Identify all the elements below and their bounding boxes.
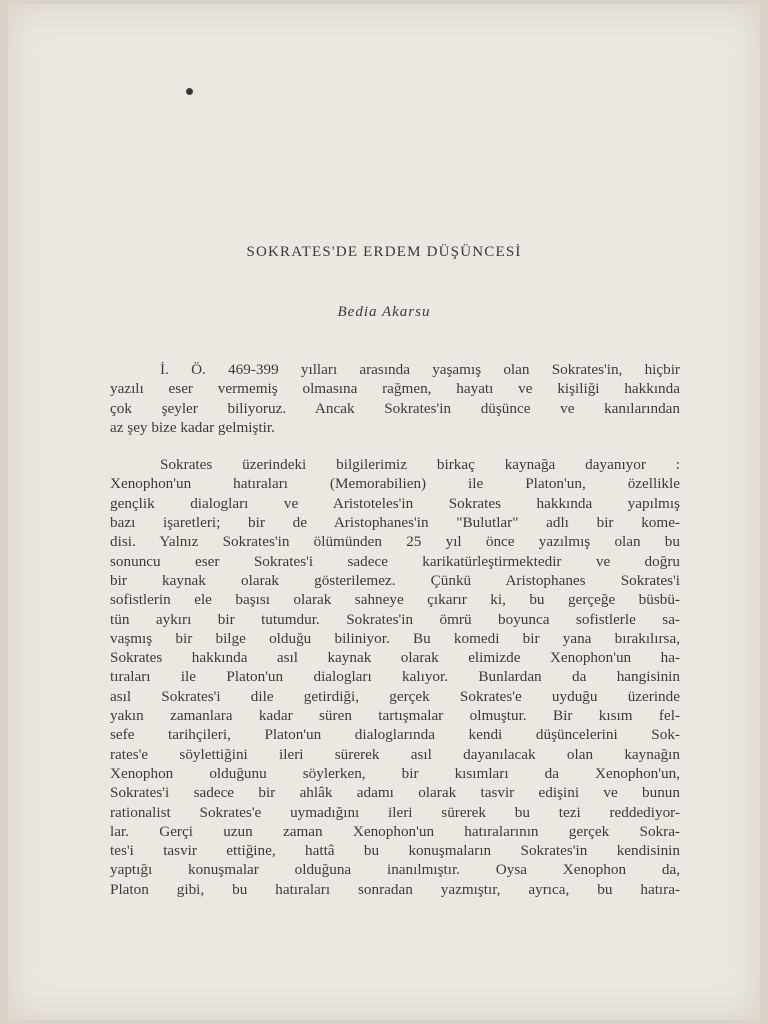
- text-line: Sokrates hakkında asıl kaynak olarak elimizde Xenophon'un ha-: [110, 649, 680, 667]
- text-line: rationalist Sokrates'e uymadığını ileri sürerek bu tezi reddediyor-: [110, 803, 680, 821]
- text-line: sonuncu eser Sokrates'i sadece karikatürleştirmektedir ve doğru: [110, 552, 680, 570]
- text-line: asıl Sokrates'i dile getirdiği, gerçek Sokrates'e uyduğu üzerinde: [110, 687, 680, 705]
- text-line: bazı işaretleri; bir de Aristophanes'in "Bulutlar" adlı bir kome-: [110, 514, 680, 532]
- text-line: Sokrates'i sadece bir ahlâk adamı olarak tasvir edişini ve bunun: [110, 784, 680, 802]
- text-line: tes'i tasvir ettiğine, hattâ bu konuşmaların Sokrates'in kendisinin: [110, 842, 680, 860]
- text-line: tün aykırı bir tutumdur. Sokrates'in ömrü boyunca sofistlerle sa-: [110, 610, 680, 628]
- paragraph-2: [110, 455, 680, 899]
- text-line: yazılı eser vermemiş olmasına rağmen, hayatı ve kişiliği hakkında: [110, 380, 680, 398]
- article-author: Bedia Akarsu: [337, 304, 431, 320]
- text-line: yakın zamanlara kadar süren tartışmalar olmuştur. Bir kısım fel-: [110, 707, 680, 725]
- text-line: İ. Ö. 469-399 yılları arasında yaşamış olan Sokrates'in, hiçbir: [160, 361, 680, 378]
- ink-speck: [186, 88, 193, 95]
- text-line: gençlik dialogları ve Aristoteles'in Sokrates hakkında yapılmış: [110, 494, 680, 512]
- text-line: Xenophon olduğunu söylerken, bir kısımları da Xenophon'un,: [110, 764, 680, 782]
- text-line: tıraları ile Platon'un dialogları kalıyor. Bunlardan da hangisinin: [110, 668, 680, 686]
- text-line: lar. Gerçi uzun zaman Xenophon'un hatıralarının gerçek Sokra-: [110, 822, 680, 840]
- text-line: Sokrates üzerindeki bilgilerimiz birkaç kaynağa dayanıyor :: [160, 456, 680, 474]
- text-line: Platon gibi, bu hatıraları sonradan yazmıştır, ayrıca, bu hatıra-: [110, 880, 680, 898]
- article-body: [110, 360, 680, 899]
- text-line: yaptığı konuşmalar olduğuna inanılmıştır. Oysa Xenophon da,: [110, 861, 680, 879]
- text-line: disi. Yalnız Sokrates'in ölümünden 25 yıl önce yazılmış olan bu: [110, 533, 680, 551]
- paragraph-1: [110, 360, 680, 437]
- article-title: SOKRATES'DE ERDEM DÜŞÜNCESİ: [246, 244, 522, 260]
- text-line: vaşmış bir bilge olduğu biliniyor. Bu komedi bir yana bırakılırsa,: [110, 629, 680, 647]
- text-line: Xenophon'un hatıraları (Memorabilien) ile Platon'un, özellikle: [110, 475, 680, 493]
- text-line: bir kaynak olarak gösterilemez. Çünkü Aristophanes Sokrates'i: [110, 571, 680, 589]
- text-line: sefe tarihçileri, Platon'un dialoglarında kendi düşüncelerini Sok-: [110, 726, 680, 744]
- text-line: az şey bize kadar gelmiştir.: [110, 418, 275, 436]
- text-line: rates'e söylettiğini ileri sürerek asıl dayanılacak olan kaynağın: [110, 745, 680, 763]
- text-line: sofistlerin ele başısı olarak sahneye çıkarır ki, bu gerçeğe büsbü-: [110, 591, 680, 609]
- text-line: çok şeyler biliyoruz. Ancak Sokrates'in düşünce ve kanılarından: [110, 399, 680, 417]
